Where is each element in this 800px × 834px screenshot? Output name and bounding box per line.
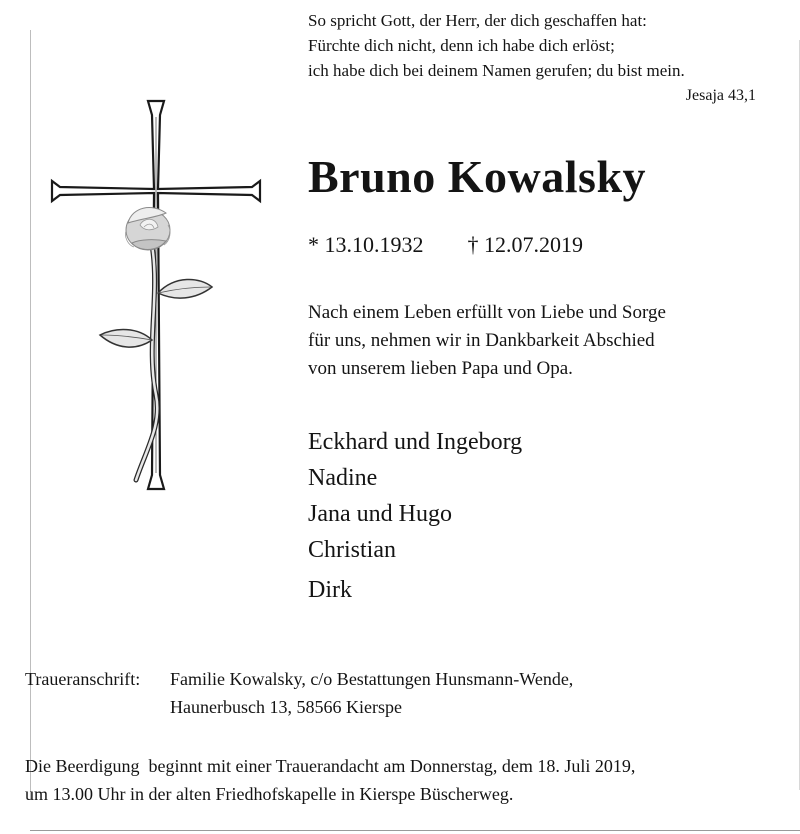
death-date: † 12.07.2019 bbox=[467, 232, 583, 257]
funeral-info bbox=[25, 752, 635, 808]
funeral-line: um 13.00 Uhr in der alten Friedhofskapelle in Kierspe Büscherweg. bbox=[25, 784, 514, 804]
birth-date: * 13.10.1932 bbox=[308, 232, 424, 257]
rose-bloom bbox=[125, 208, 170, 250]
farewell-message bbox=[308, 299, 666, 383]
verse-reference: Jesaja 43,1 bbox=[685, 87, 756, 104]
address-label: Traueranschrift: bbox=[25, 669, 141, 689]
family-member: Jana und Hugo bbox=[308, 501, 452, 527]
family-list bbox=[308, 424, 522, 608]
message-line: Nach einem Leben erfüllt von Liebe und Sorge bbox=[308, 302, 666, 323]
address-line: Familie Kowalsky, c/o Bestattungen Hunsmann-Wende, bbox=[170, 669, 574, 689]
family-member: Dirk bbox=[308, 577, 352, 603]
funeral-line: Die Beerdigung beginnt mit einer Trauerandacht am Donnerstag, dem 18. Juli 2019, bbox=[25, 756, 636, 776]
bottom-rule bbox=[30, 830, 800, 831]
address-lines bbox=[170, 665, 573, 721]
cross-with-rose-icon bbox=[40, 95, 280, 495]
family-member: Eckhard und Ingeborg bbox=[308, 429, 523, 455]
message-line: von unserem lieben Papa und Opa. bbox=[308, 358, 573, 379]
verse-line: ich habe dich bei deinem Namen gerufen; du bist mein. bbox=[308, 61, 685, 80]
family-member: Nadine bbox=[308, 465, 378, 491]
message-line: für uns, nehmen wir in Dankbarkeit Abschied bbox=[308, 330, 655, 351]
bible-verse bbox=[308, 8, 748, 83]
verse-line: Fürchte dich nicht, denn ich habe dich erlöst; bbox=[308, 36, 615, 55]
address-line: Haunerbusch 13, 58566 Kierspe bbox=[170, 697, 402, 717]
rose-leaf-left bbox=[100, 330, 152, 348]
life-dates bbox=[308, 232, 583, 258]
family-member: Christian bbox=[308, 537, 396, 563]
deceased-name: Bruno Kowalsky bbox=[308, 151, 647, 202]
verse-line: So spricht Gott, der Herr, der dich geschaffen hat: bbox=[308, 11, 647, 30]
